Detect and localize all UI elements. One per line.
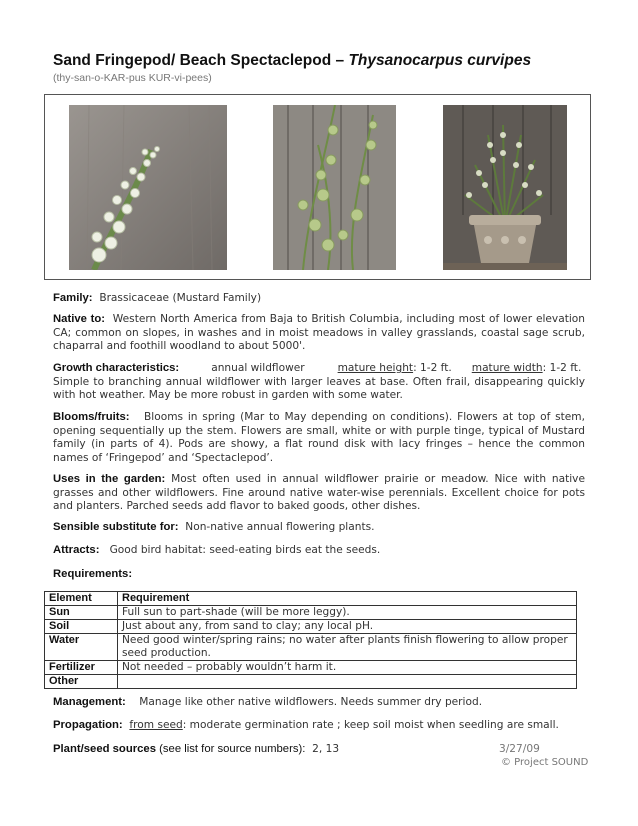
mature-width-label: mature width — [471, 362, 543, 374]
requirements-heading — [53, 568, 585, 582]
uses-label: Uses in the garden: — [53, 473, 166, 485]
substitute-section — [53, 521, 585, 535]
management-label: Management: — [53, 696, 126, 708]
blooms-label: Blooms/fruits: — [53, 411, 130, 423]
sources-paren: (see list for source numbers): — [155, 743, 306, 755]
table-header-element: Element — [45, 592, 118, 606]
requirements-table — [44, 591, 577, 689]
sources-label: Plant/seed sources — [53, 743, 156, 755]
row-requirement: Full sun to part-shade (will be more leggy). — [118, 606, 577, 620]
management-section — [53, 696, 585, 710]
growth-type: annual wildflower — [211, 362, 305, 374]
photo-potted-plant — [443, 105, 567, 270]
blooms-text: Blooms in spring (Mar to May depending on conditions). Flowers at top of stem, opening sequentially up the stem. Flowers are small, white or with purple tinge, typical of Mustard family (in parts of 4). Pods are showy, a flat round disk with lacy fringes – hence the common names of ‘Fringepod’ and ‘Spectaclepod’. — [53, 411, 585, 464]
title-dash: – — [331, 52, 349, 69]
substitute-text: Non-native annual flowering plants. — [185, 521, 375, 533]
substitute-label: Sensible substitute for: — [53, 521, 179, 533]
photo-frame — [44, 94, 591, 280]
page-title — [53, 52, 531, 70]
management-text: Manage like other native wildflowers. Needs summer dry period. — [139, 696, 483, 708]
mature-height-label: mature height — [337, 362, 414, 374]
table-row — [45, 661, 577, 675]
row-requirement: Just about any, from sand to clay; any local pH. — [118, 620, 577, 634]
family-text: Brassicaceae (Mustard Family) — [99, 292, 262, 304]
propagation-link[interactable]: from seed — [129, 719, 183, 731]
native-text: Western North America from Baja to British Columbia, including most of lower elevation CA; common on slopes, in washes and in moist meadows in valley grasslands, coastal sage scrub, chaparral and foothill woodland to about 5000'. — [53, 313, 585, 353]
table-header-row — [45, 592, 577, 606]
table-header-requirement: Requirement — [118, 592, 577, 606]
row-requirement: Need good winter/spring rains; no water after plants finish flowering to allow proper seed production. — [118, 634, 577, 661]
photo-seed-pods — [273, 105, 396, 270]
row-requirement — [118, 675, 577, 689]
family-section — [53, 292, 585, 306]
growth-section — [53, 362, 585, 403]
row-element: Sun — [45, 606, 118, 620]
table-row — [45, 675, 577, 689]
row-element: Soil — [45, 620, 118, 634]
native-section — [53, 313, 585, 354]
attracts-section — [53, 544, 585, 558]
mature-height-value: : 1-2 ft. — [413, 362, 452, 374]
propagation-text: : moderate germination rate ; keep soil moist when seedling are small. — [182, 719, 559, 731]
footer-date: 3/27/09 — [499, 743, 540, 755]
footer-copyright: © Project SOUND — [501, 757, 589, 768]
attracts-text: Good bird habitat: seed-eating birds eat the seeds. — [109, 544, 381, 556]
growth-label: Growth characteristics: — [53, 362, 180, 374]
blooms-section — [53, 411, 585, 465]
table-row — [45, 634, 577, 661]
native-label: Native to: — [53, 313, 105, 325]
sources-value: 2, 13 — [312, 743, 340, 755]
pronunciation: (thy-san-o-KAR-pus KUR-vi-pees) — [53, 72, 212, 84]
table-row — [45, 620, 577, 634]
growth-text: Simple to branching annual wildflower with larger leaves at base. Often frail, disappearing quickly with hot weather. May be more robust in garden with some water. — [53, 375, 585, 402]
propagation-label: Propagation: — [53, 719, 123, 731]
attracts-label: Attracts: — [53, 544, 100, 556]
row-requirement: Not needed – probably wouldn’t harm it. — [118, 661, 577, 675]
requirements-label: Requirements: — [53, 568, 133, 580]
photo-flowering-stem — [69, 105, 227, 270]
row-element: Fertilizer — [45, 661, 118, 675]
uses-text: Most often used in annual wildflower prairie or meadow. Nice with native grasses and other wildflowers. Fine around native water-wise perennials. Excellent choice for pots and planters. Parched seeds add flavor to baked goods, other dishes. — [53, 473, 585, 513]
row-element: Other — [45, 675, 118, 689]
table-row — [45, 606, 577, 620]
title-latin-name: Thysanocarpus curvipes — [348, 52, 532, 69]
title-common-name: Sand Fringepod/ Beach Spectaclepod — [53, 52, 332, 69]
uses-section — [53, 473, 585, 514]
family-label: Family: — [53, 292, 93, 304]
row-element: Water — [45, 634, 118, 661]
propagation-section — [53, 719, 585, 733]
mature-width-value: : 1-2 ft. — [542, 362, 582, 374]
